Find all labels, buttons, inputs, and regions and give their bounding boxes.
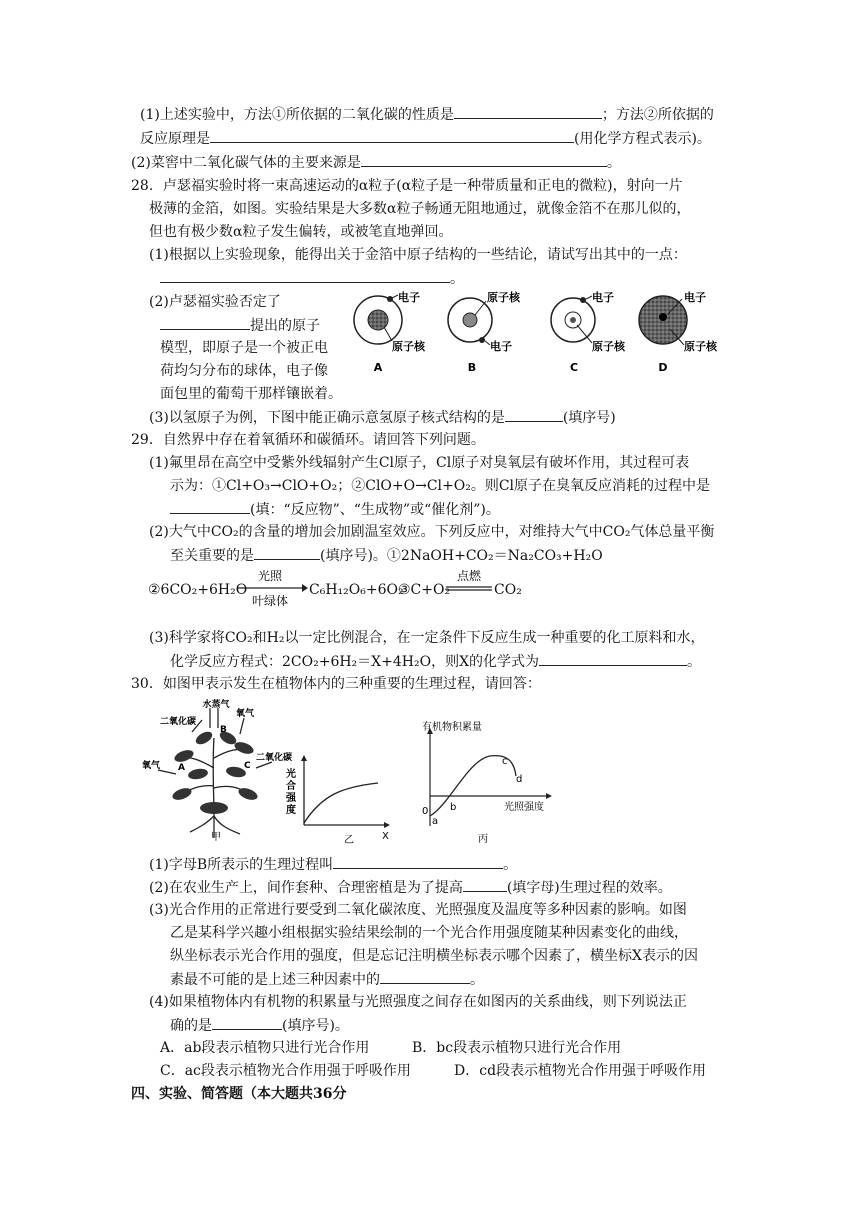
bing-ylabel: 有机物积累量 (422, 722, 482, 733)
yi-ylabel-char: 光 (286, 769, 296, 780)
q28-stem-1: 28．卢瑟福实验时将一束高速运动的α粒子(α粒子是一种带质量和正电的微粒)，射向一片 (131, 178, 683, 194)
answer-blank[interactable] (254, 545, 320, 560)
option-label-a: A (373, 361, 383, 374)
equation-2-arrow (236, 566, 308, 610)
electron-label: 电子 (490, 340, 512, 353)
figure-yi-graph (282, 755, 392, 845)
equation-3-arrow (444, 566, 494, 594)
q30-sub3-l1: (3)光合作用的正常进行要受到二氧化碳浓度、光照强度及温度等多种因素的影响。如图 (149, 902, 687, 918)
electron-label: 电子 (684, 291, 706, 304)
bing-point-o: 0 (422, 806, 429, 817)
answer-blank[interactable] (160, 268, 450, 283)
q29-sub2-l1: (2)大气中CO₂的含量的增加会加剧温室效应。下列反应中，对维持大气中CO₂气体总量平衡 (149, 524, 715, 540)
q27-part1-line2: 反应原理是 (用化学方程式表示)。 (140, 128, 711, 149)
q28-sub1: (1)根据以上实验现象，能得出关于金箔中原子结构的一些结论，请试写出其中的一点： (149, 247, 687, 263)
atom-model-b (448, 290, 521, 374)
yi-ylabel-char: 合 (286, 781, 296, 792)
condition-chloroplast: 叶绿体 (251, 594, 289, 608)
answer-blank[interactable] (463, 877, 507, 892)
bing-point-d: d (516, 774, 523, 785)
q29-sub1-l3: (填：“反应物”、“生成物”或“催化剂”)。 (170, 499, 500, 520)
option-label-d: D (658, 361, 668, 374)
q28-sub2-l1: (2)卢瑟福实验否定了 (149, 294, 281, 310)
caption-bing: 丙 (478, 834, 488, 845)
equation-3-right: CO₂ (494, 582, 522, 598)
q30-sub4-l1: (4)如果植物体内有机物的积累量与光照强度之间存在如图丙的关系曲线，则下列说法正 (149, 994, 687, 1010)
section-4-heading: 四、实验、简答题（本大题共36分 (131, 1086, 347, 1102)
atom-model-a (354, 290, 426, 374)
q29-sub2-l2: 至关重要的是 (填序号)。①2NaOH+CO₂＝Na₂CO₃+H₂O (170, 545, 603, 566)
q30-option-d: D．cd段表示植物光合作用强于呼吸作用 (454, 1063, 707, 1079)
q28-sub2-l5: 面包里的葡萄干那样镶嵌着。 (160, 386, 342, 402)
equation-2-right: C₆H₁₂O₆+6O₂ (309, 582, 404, 598)
label-co2-out: 二氧化碳 (256, 753, 293, 763)
atom-model-c (551, 290, 626, 374)
nucleus-label: 原子核 (592, 340, 625, 353)
equation-2-left: ②6CO₂+6H₂O (148, 582, 248, 598)
yi-ylabel-char: 强 (286, 793, 296, 804)
bing-point-a: a (432, 816, 439, 827)
equation-3-left: ③C+O₂ (398, 582, 451, 598)
electron-label: 电子 (398, 291, 420, 304)
q30-sub4-l2: 确的是 (填序号)。 (170, 1015, 349, 1036)
label-o2-out: 氧气 (236, 709, 255, 719)
q30-option-b: B．bc段表示植物只进行光合作用 (412, 1040, 622, 1056)
label-o2-in: 氧气 (142, 761, 161, 771)
bing-xlabel: 光照强度 (504, 802, 544, 813)
atom-model-d (639, 290, 718, 374)
q27-part1-line1: (1)上述实验中，方法①所依据的二氧化碳的性质是 ；方法②所依据的 (140, 104, 714, 125)
answer-blank[interactable] (454, 104, 602, 119)
yi-ylabel (285, 767, 297, 816)
caption-jia: 甲 (211, 832, 221, 843)
caption-yi: 乙 (344, 835, 354, 845)
condition-ignite: 点燃 (456, 569, 482, 583)
label-process-b: B (220, 725, 227, 735)
q30-option-c: C．ac段表示植物光合作用强于呼吸作用 (160, 1063, 411, 1079)
label-co2-in: 二氧化碳 (160, 717, 197, 727)
q28-sub1-answer: 。 (160, 268, 464, 289)
answer-blank[interactable] (170, 499, 250, 514)
q28-sub2-l3: 模型，即原子是一个被正电 (160, 340, 328, 356)
yi-ylabel-char: 度 (286, 805, 296, 816)
option-label-b: B (467, 361, 477, 374)
nucleus-label: 原子核 (392, 340, 425, 353)
figure-bing-graph (410, 720, 560, 846)
electron-dot (580, 297, 586, 303)
q29-sub3-l1: (3)科学家将CO₂和H₂以一定比例混合，在一定条件下反应生成一种重要的化工原料和水， (149, 630, 705, 646)
label-process-c: C (244, 761, 251, 771)
q30-sub3-l3: 纵坐标表示光合作用的强度，但是忘记注明横坐标表示哪个因素了，横坐标X表示的因 (170, 948, 698, 964)
label-water-vapor: 水蒸气 (202, 700, 230, 710)
nucleus-label: 原子核 (487, 291, 520, 304)
yi-xlabel: X (382, 831, 389, 842)
bing-point-c: c (502, 756, 508, 767)
q27-part2: (2)菜窖中二氧化碳气体的主要来源是 。 (131, 152, 621, 173)
electron-label: 电子 (592, 291, 614, 304)
figure-jia-plant (140, 698, 300, 843)
answer-blank[interactable] (505, 407, 563, 422)
q30-sub2: (2)在农业生产上，间作套种、合理密植是为了提高 (填字母)生理过程的效率。 (149, 877, 672, 898)
q29-stem: 29．自然界中存在着氧循环和碳循环。请回答下列问题。 (131, 432, 485, 448)
nucleus-label: 原子核 (684, 340, 717, 353)
q30-sub3-l4: 素最不可能的是上述三种因素中的 。 (170, 969, 484, 990)
answer-blank[interactable] (539, 651, 687, 666)
electron-dot (387, 296, 393, 302)
q30-option-a: A．ab段表示植物只进行光合作用 (160, 1040, 370, 1056)
q30-stem: 30．如图甲表示发生在植物体内的三种重要的生理过程，请回答： (131, 676, 541, 692)
answer-blank[interactable] (380, 969, 470, 984)
q28-stem-2: 极薄的金箔，如图。实验结果是大多数α粒子畅通无阻地通过，就像金箔不在那儿似的， (149, 201, 691, 217)
q30-sub3-l2: 乙是某科学兴趣小组根据实验结果绘制的一个光合作用强度随某种因素变化的曲线， (170, 925, 688, 941)
q29-sub1-l2: 示为：①Cl+O₃→ClO+O₂；②ClO+O→Cl+O₂。则Cl原子在臭氧反应消耗的过程中是 (170, 478, 711, 494)
q28-sub3: (3)以氢原子为例，下图中能正确示意氢原子核式结构的是 (填序号) (149, 407, 616, 428)
electron-dot (479, 337, 485, 343)
answer-blank[interactable] (210, 128, 574, 143)
q29-sub3-l2: 化学反应方程式：2CO₂+6H₂＝X+4H₂O，则X的化学式为 。 (170, 651, 701, 672)
answer-blank[interactable] (160, 315, 250, 330)
option-label-c: C (569, 361, 579, 374)
bing-point-b: b (450, 802, 457, 813)
label-process-a: A (178, 763, 185, 773)
condition-light: 光照 (257, 569, 283, 583)
q28-sub2-l4: 荷均匀分布的球体，电子像 (160, 363, 328, 379)
q28-stem-3: 但也有极少数α粒子发生偏转，或被笔直地弹回。 (149, 224, 453, 240)
answer-blank[interactable] (333, 854, 503, 869)
answer-blank[interactable] (361, 152, 607, 167)
answer-blank[interactable] (212, 1015, 282, 1030)
q28-sub2-l2: 提出的原子 (160, 315, 320, 336)
q30-sub1: (1)字母B所表示的生理过程叫 。 (149, 854, 517, 875)
q29-sub1-l1: (1)氟里昂在高空中受紫外线辐射产生Cl原子，Cl原子对臭氧层有破坏作用，其过程可表 (149, 455, 690, 471)
atom-models-figure (348, 285, 738, 380)
